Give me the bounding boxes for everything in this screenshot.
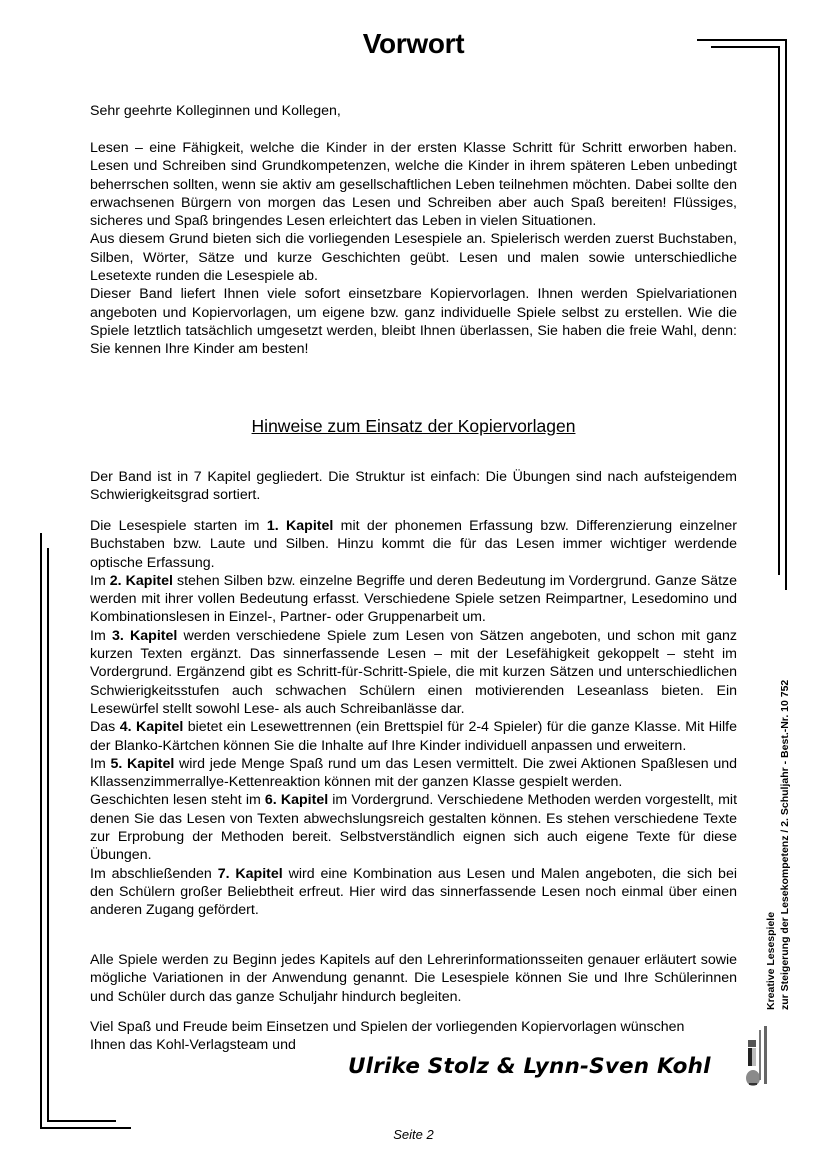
border-right-outer — [785, 39, 787, 590]
border-left-inner — [47, 548, 49, 1122]
tree-icon — [742, 1020, 772, 1090]
author-signature: Ulrike Stolz & Lynn-Sven Kohl — [348, 1054, 711, 1079]
text: Im abschließenden — [90, 865, 218, 882]
border-left-outer — [40, 533, 42, 1129]
kapitel-list — [90, 517, 737, 920]
kapitel-label: 6. Kapitel — [264, 792, 329, 809]
kapitel-label: 4. Kapitel — [119, 719, 184, 736]
intro-section — [90, 139, 737, 359]
closing-section — [90, 951, 737, 1006]
text: werden verschiedene Spiele zum Lesen von Sätzen angeboten, und schon mit ganz kurzen Texten ergänzt. Das sinnerfassende Lesen – mit der Lesefähigkeit gekoppelt – steht im Vordergrund. Ergänzend gibt es Schritt-für-Schritt-Spiele, die mit kurzen Sätzen und unterschiedlichen Schwierigkeitsstufen auch schwachen Schülern einen motivierenden Leseanlass bieten. Ein Lesewürfel stellt sowohl Lese- als auch Schreibanlässe dar. — [90, 627, 738, 717]
wishes-section — [90, 1018, 737, 1055]
text: Im — [90, 755, 111, 772]
wishes-line: Viel Spaß und Freude beim Einsetzen und Spielen der vorliegenden Kopiervorlagen wünschen — [90, 1019, 685, 1035]
text: Im — [90, 627, 112, 644]
intro-paragraph: Lesen – eine Fähigkeit, welche die Kinder in der ersten Klasse Schritt für Schritt erworben haben. Lesen und Schreiben sind Grundkompetenzen, welche die Kinder in ihrem späteren Leben unbedingt beherrschen sollten, wenn sie aktiv am gesellschaftlichen Leben teilnehmen möchten. Dabei sollte den erwachsenen Bürgern von morgen das Lesen und Schreiben aber auch Spaß bereiten! Flüssiges, sicheres und Spaß bringendes Lesen erleichtert das Leben in vielen Situationen. — [90, 140, 737, 230]
text: Das — [90, 719, 120, 736]
book-spine-text — [764, 680, 792, 1010]
kapitel-paragraph — [90, 718, 737, 755]
kapitel-label: 3. Kapitel — [111, 627, 178, 644]
text: stehen Silben bzw. einzelne Begriffe und deren Bedeutung im Vordergrund. Ganze Sätze werden mit ihrer vollen Bedeutung erfasst. Verschiedene Spiele setzen Reimpartner, Lesedomino und Kombinationslesen in Einzel-, Partner- oder Gruppenarbeit um. — [90, 572, 737, 626]
kapitel-label: 1. Kapitel — [266, 518, 334, 534]
page-title: Vorwort — [362, 28, 465, 59]
intro-paragraph: Aus diesem Grund bieten sich die vorliegenden Lesespiele an. Spielerisch werden zuerst Buchstaben, Silben, Wörter, Sätze und kurze Geschichten geübt. Lesen und malen sowie unterschiedliche Lesetexte runden die Lesespiele ab. — [90, 231, 737, 285]
kapitel-intro — [90, 468, 737, 505]
greeting-text: Sehr geehrte Kolleginnen und Kollegen, — [90, 103, 341, 119]
kapitel-paragraph — [90, 791, 737, 864]
kapitel-paragraph — [90, 627, 737, 718]
text: im Vordergrund. Verschiedene Methoden werden vorgestellt, mit denen Sie das Lesen von Texten abwechslungsreich gestalten können. Es stehen verschiedene Texte zur Erprobung der Methoden bereit. Selbstverständlich eignen sich auch eigene Texte für diese Übungen. — [90, 792, 738, 864]
kapitel-paragraph — [90, 865, 737, 920]
text: wird eine Kombination aus Lesen und Malen angeboten, die sich bei den Schülern großer Beliebtheit erfreut. Hier wird das sinnerfassende Lesen noch einmal über einen anderen Zugang gefördert. — [90, 865, 737, 919]
text: mit der phonemen Erfassung bzw. Differenzierung einzelner Buchstaben bzw. Laute und Silben. Hinzu kommt die für das Lesen immer wichtiger werdende optische Erfassung. — [90, 518, 737, 571]
kapitel-intro-text: Der Band ist in 7 Kapitel gegliedert. Die Struktur ist einfach: Die Übungen sind nach aufsteigendem Schwierigkeitsgrad sortiert. — [90, 469, 737, 504]
text: bietet ein Lesewettrennen (ein Brettspiel für 2-4 Spieler) für die ganze Klasse. Mit Hilfe der Blanko-Kärtchen können Sie die Inhalte auf Ihre Kinder individuell anpassen und erweitern. — [90, 719, 737, 754]
page-number: Seite 2 — [393, 1127, 434, 1142]
wishes-line: Ihnen das Kohl-Verlagsteam und — [90, 1037, 296, 1054]
kohl-verlag-logo — [742, 1020, 772, 1090]
kapitel-paragraph — [90, 572, 737, 627]
kapitel-paragraph — [90, 517, 737, 572]
spine-subtitle: zur Steigerung der Lesekompetenz / 2. Schuljahr - Best.-Nr. 10 752 — [779, 679, 791, 1010]
closing-paragraph: Alle Spiele werden zu Beginn jedes Kapitels auf den Lehrerinformationsseiten genauer erläutert sowie mögliche Variationen in der Anwendung genannt. Die Lesespiele können Sie und Ihre Schülerinnen und Schüler durch das ganze Schuljahr hindurch begleiten. — [90, 952, 737, 1005]
border-bottom-inner — [47, 1120, 116, 1122]
section-heading: Hinweise zum Einsatz der Kopiervorlagen — [251, 416, 576, 436]
text: Im — [90, 572, 110, 589]
text: wird jede Menge Spaß rund um das Lesen vermittelt. Die zwei Aktionen Spaßlesen und Kllassenzimmerrallye-Kettenreaktion können mit der ganzen Klasse gespielt werden. — [90, 755, 738, 791]
border-right-inner — [778, 46, 780, 575]
intro-paragraph: Dieser Band liefert Ihnen viele sofort einsetzbare Kopiervorlagen. Ihnen werden Spielvariationen angeboten und Kopiervorlagen, um eigene bzw. ganz individuelle Spiele selbst zu erstellen. Wie die Spiele letztlich tatsächlich umgesetzt werden, bleibt Ihnen überlassen, Sie haben die freie Wahl, denn: Sie kennen Ihre Kinder am besten! — [90, 286, 737, 358]
text: Geschichten lesen steht im — [90, 792, 265, 809]
text: Die Lesespiele starten im — [90, 518, 267, 534]
greeting — [90, 102, 737, 120]
kapitel-label: 7. Kapitel — [217, 865, 283, 882]
kapitel-label: 2. Kapitel — [109, 572, 173, 589]
kapitel-label: 5. Kapitel — [110, 755, 175, 772]
spine-title: Kreative Lesespiele — [765, 911, 777, 1010]
kapitel-paragraph — [90, 755, 737, 792]
